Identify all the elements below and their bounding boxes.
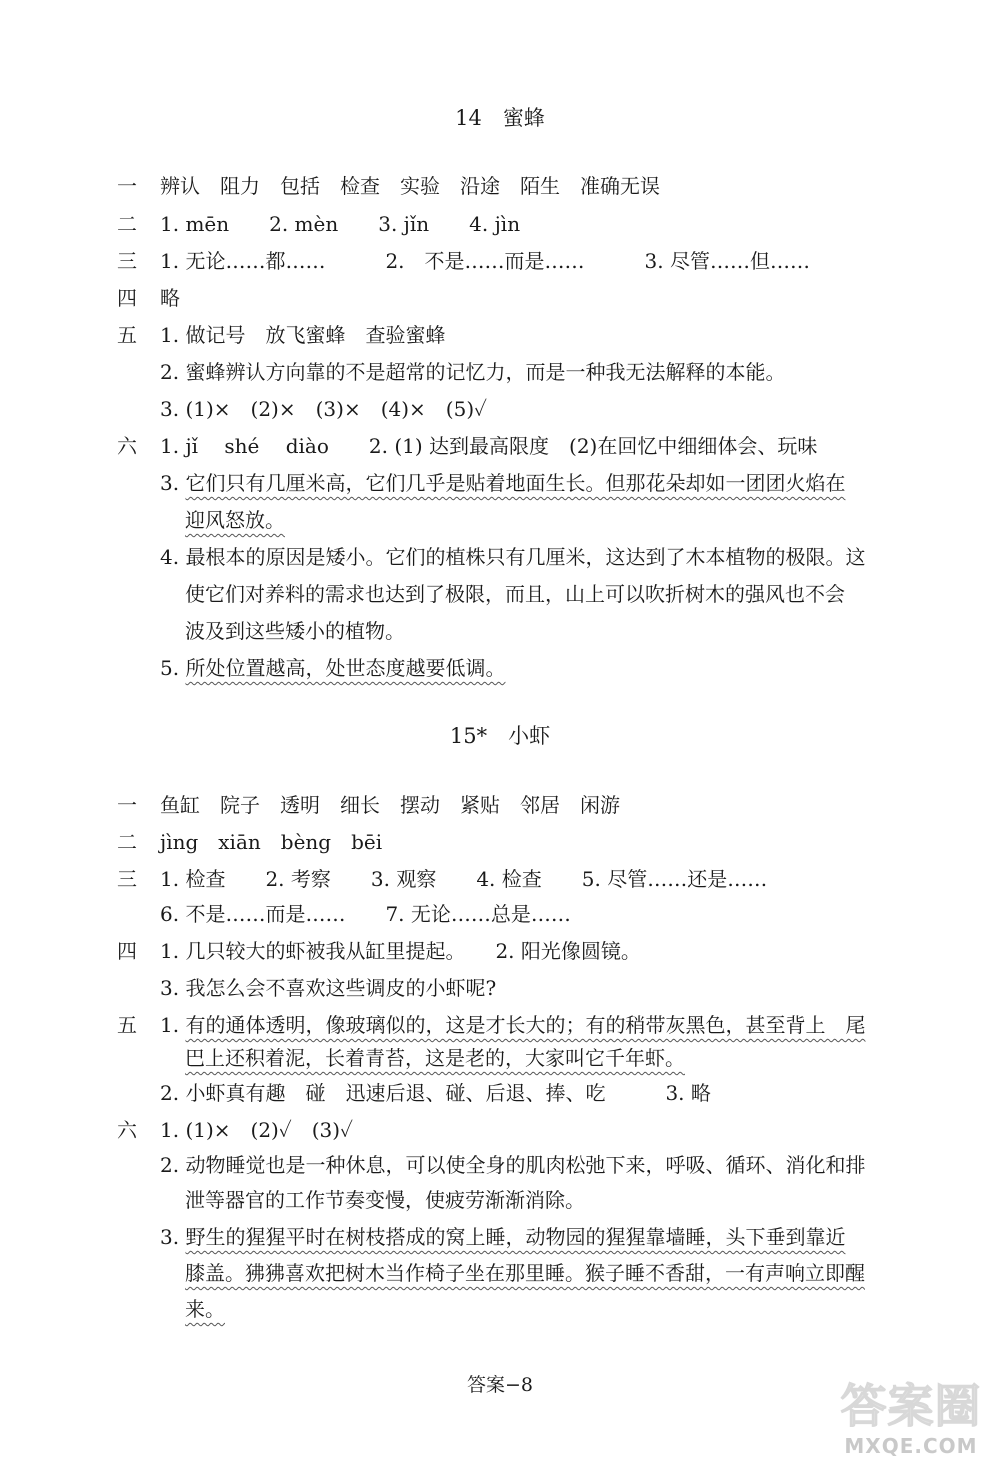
s15-q5-answer-1-text-2: 巴上还积着泥，长着青苔，这是老的，大家叫它千年虾。 xyxy=(185,1046,685,1070)
s15-q6-answer-3-prefix: 3. xyxy=(160,1225,180,1249)
q6-number: 六 xyxy=(117,434,137,458)
s15-q2-number: 二 xyxy=(117,830,137,854)
s15-q5-answer-1-line2 xyxy=(185,1045,685,1071)
watermark-url: MXQE.COM xyxy=(844,1434,978,1458)
s15-q4-number: 四 xyxy=(117,939,137,963)
q5-answer-1: 1. 做记号 放飞蜜蜂 查验蜜蜂 xyxy=(160,323,446,347)
q6-answer-3-text-2: 迎风怒放。 xyxy=(185,508,285,532)
s15-q5-answer-1-text-1: 有的通体透明，像玻璃似的，这是才长大的；有的稍带灰黑色，甚至背上 尾 xyxy=(185,1013,866,1037)
q2-answer: 1. mēn 2. mèn 3. jǐn 4. jìn xyxy=(160,212,521,236)
q6-answer-1: 1. jǐ shé diào 2. (1) 达到最高限度 (2)在回忆中细细体会、玩味 xyxy=(160,434,818,458)
s15-q1-answer: 鱼缸 院子 透明 细长 摆动 紧贴 邻居 闲游 xyxy=(160,793,620,817)
watermark-logo-text: 答案圈 xyxy=(840,1379,982,1433)
s15-q6-answer-1: 1. (1)× (2)✓ (3)✓ xyxy=(160,1118,353,1142)
s15-q5-answer-1-line1 xyxy=(160,1012,865,1038)
q1-number: 一 xyxy=(117,174,137,198)
q6-answer-3-text-1: 它们只有几厘米高，它们几乎是贴着地面生长。但那花朵却如一团团火焰在 xyxy=(185,471,846,495)
watermark-logo xyxy=(836,1378,986,1470)
q4-number: 四 xyxy=(117,286,137,310)
s15-q6-answer-2-line1: 2. 动物睡觉也是一种休息，可以使全身的肌肉松弛下来，呼吸、循环、消化和排 xyxy=(160,1153,866,1177)
q6-answer-5-prefix: 5. xyxy=(160,656,180,680)
q6-answer-5-text: 所处位置越高，处世态度越要低调。 xyxy=(185,656,506,680)
s15-q6-answer-3-text-1: 野生的猩猩平时在树枝搭成的窝上睡，动物园的猩猩靠墙睡，头下垂到靠近 xyxy=(185,1225,846,1249)
s15-q3-answer-2: 6. 不是……而是…… 7. 无论……总是…… xyxy=(160,902,571,926)
page-number: 答案−8 xyxy=(466,1374,533,1396)
s15-q3-number: 三 xyxy=(117,867,137,891)
q4-answer: 略 xyxy=(160,286,180,310)
q6-answer-5 xyxy=(160,655,505,681)
s15-q6-answer-3-line2 xyxy=(185,1260,865,1286)
s15-q5-answer-2: 2. 小虾真有趣 碰 迅速后退、碰、后退、捧、吃 3. 略 xyxy=(160,1081,711,1105)
q5-number: 五 xyxy=(117,323,137,347)
q1-answer: 辨认 阻力 包括 检查 实验 沿途 陌生 准确无误 xyxy=(160,174,660,198)
s15-q5-answer-1-prefix: 1. xyxy=(160,1013,180,1037)
q6-answer-4-line3: 波及到这些矮小的植物。 xyxy=(185,619,405,643)
section-14-title: 14 蜜蜂 xyxy=(455,106,545,130)
s15-q2-answer: jìng xiān bèng bēi xyxy=(160,830,383,854)
s15-q5-number: 五 xyxy=(117,1013,137,1037)
q5-answer-3: 3. (1)× (2)× (3)× (4)× (5)✓ xyxy=(160,397,488,421)
s15-q4-answer-1: 1. 几只较大的虾被我从缸里提起。 2. 阳光像圆镜。 xyxy=(160,939,641,963)
s15-q6-answer-3-line3 xyxy=(185,1296,225,1322)
s15-q6-answer-2-line2: 泄等器官的工作节奏变慢，使疲劳渐渐消除。 xyxy=(185,1188,585,1212)
s15-q1-number: 一 xyxy=(117,793,137,817)
q5-answer-2: 2. 蜜蜂辨认方向靠的不是超常的记忆力，而是一种我无法解释的本能。 xyxy=(160,360,786,384)
s15-q6-answer-3-text-2: 膝盖。狒狒喜欢把树木当作椅子坐在那里睡。猴子睡不香甜，一有声响立即醒 xyxy=(185,1261,865,1285)
q6-answer-3-line1 xyxy=(160,470,845,496)
s15-q6-number: 六 xyxy=(117,1118,137,1142)
s15-q6-answer-3-line1 xyxy=(160,1224,845,1250)
q6-answer-4-line2: 使它们对养料的需求也达到了极限，而且，山上可以吹折树木的强风也不会 xyxy=(185,582,845,606)
q3-answer: 1. 无论……都…… 2. 不是……而是…… 3. 尽管……但…… xyxy=(160,249,810,273)
s15-q4-answer-2: 3. 我怎么会不喜欢这些调皮的小虾呢? xyxy=(160,976,497,1000)
section-15-title: 15* 小虾 xyxy=(449,724,551,748)
s15-q6-answer-3-text-3: 来。 xyxy=(185,1297,225,1321)
q3-number: 三 xyxy=(117,249,137,273)
q6-answer-4-line1: 4. 最根本的原因是矮小。它们的植株只有几厘米，这达到了木本植物的极限。这 xyxy=(160,545,866,569)
q2-number: 二 xyxy=(117,212,137,236)
s15-q3-answer-1: 1. 检查 2. 考察 3. 观察 4. 检查 5. 尽管……还是…… xyxy=(160,867,768,891)
q6-answer-3-line2 xyxy=(185,507,285,533)
q6-answer-3-prefix: 3. xyxy=(160,471,180,495)
